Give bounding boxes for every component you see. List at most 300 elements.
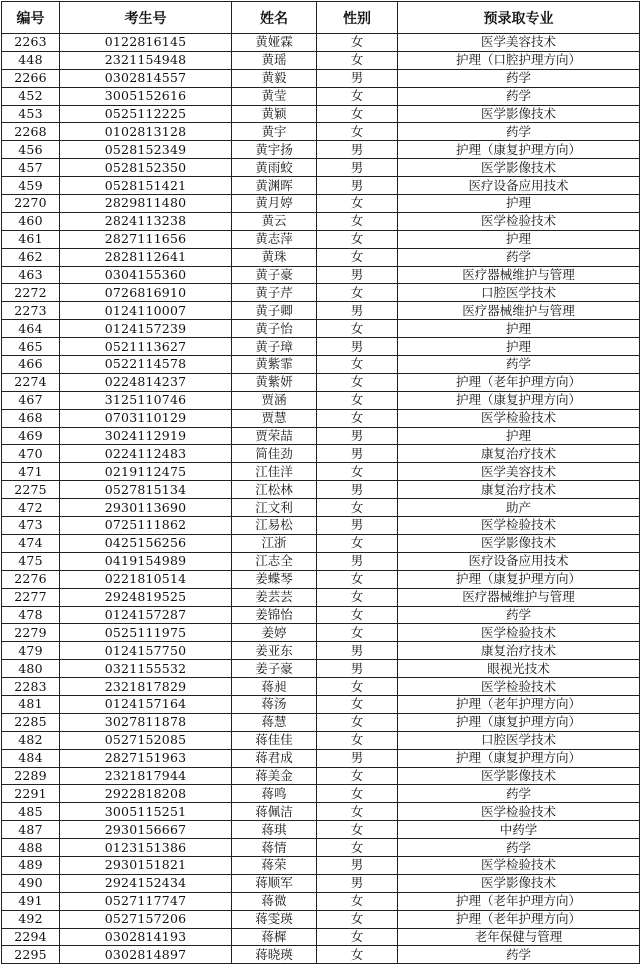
cell-major: 护理（老年护理方向） xyxy=(398,892,640,910)
cell-gender: 男 xyxy=(317,552,398,570)
cell-gender: 女 xyxy=(317,785,398,803)
table-row xyxy=(2,910,640,928)
cell-id: 448 xyxy=(2,51,60,69)
cell-exam-number: 2922818208 xyxy=(60,785,232,803)
col-header-exam-number: 考生号 xyxy=(60,2,232,34)
cell-major: 医学影像技术 xyxy=(398,874,640,892)
cell-name: 江浙 xyxy=(232,534,317,552)
table-row xyxy=(2,34,640,52)
table-row xyxy=(2,391,640,409)
table-row xyxy=(2,481,640,499)
cell-exam-number: 0124157750 xyxy=(60,642,232,660)
cell-major: 医学检验技术 xyxy=(398,624,640,642)
cell-name: 黄子卿 xyxy=(232,302,317,320)
cell-exam-number: 2827111656 xyxy=(60,230,232,248)
table-row xyxy=(2,230,640,248)
col-header-name: 姓名 xyxy=(232,2,317,34)
cell-exam-number: 2924152434 xyxy=(60,874,232,892)
cell-major: 护理（老年护理方向） xyxy=(398,373,640,391)
cell-gender: 女 xyxy=(317,695,398,713)
col-header-gender: 性别 xyxy=(317,2,398,34)
table-row xyxy=(2,606,640,624)
cell-id: 2274 xyxy=(2,373,60,391)
cell-id: 489 xyxy=(2,856,60,874)
table-row xyxy=(2,463,640,481)
cell-name: 黄紫霏 xyxy=(232,356,317,374)
cell-major: 护理（康复护理方向） xyxy=(398,141,640,159)
cell-exam-number: 0304155360 xyxy=(60,266,232,284)
table-row xyxy=(2,69,640,87)
cell-exam-number: 0525111975 xyxy=(60,624,232,642)
cell-id: 492 xyxy=(2,910,60,928)
table-row xyxy=(2,177,640,195)
cell-id: 456 xyxy=(2,141,60,159)
table-body xyxy=(2,34,640,964)
cell-major: 医学美容技术 xyxy=(398,34,640,52)
table-row xyxy=(2,427,640,445)
cell-exam-number: 0124157239 xyxy=(60,320,232,338)
cell-exam-number: 0123151386 xyxy=(60,839,232,857)
cell-name: 蒋佳佳 xyxy=(232,731,317,749)
cell-name: 蒋慧 xyxy=(232,713,317,731)
cell-id: 2279 xyxy=(2,624,60,642)
cell-gender: 女 xyxy=(317,767,398,785)
cell-id: 470 xyxy=(2,445,60,463)
table-row xyxy=(2,105,640,123)
table-row xyxy=(2,839,640,857)
cell-name: 江志全 xyxy=(232,552,317,570)
cell-major: 护理（康复护理方向） xyxy=(398,391,640,409)
cell-exam-number: 2827151963 xyxy=(60,749,232,767)
cell-name: 蒋汤 xyxy=(232,695,317,713)
cell-name: 黄雨蛟 xyxy=(232,159,317,177)
cell-id: 457 xyxy=(2,159,60,177)
table-row xyxy=(2,445,640,463)
cell-gender: 女 xyxy=(317,123,398,141)
cell-name: 姜蝶琴 xyxy=(232,570,317,588)
table-row xyxy=(2,534,640,552)
table-row xyxy=(2,767,640,785)
cell-exam-number: 2829811480 xyxy=(60,195,232,213)
cell-exam-number: 0302814193 xyxy=(60,928,232,946)
cell-gender: 男 xyxy=(317,856,398,874)
table-row xyxy=(2,713,640,731)
cell-exam-number: 3005115251 xyxy=(60,803,232,821)
cell-id: 2270 xyxy=(2,195,60,213)
cell-name: 江文利 xyxy=(232,499,317,517)
cell-gender: 男 xyxy=(317,141,398,159)
cell-major: 医疗设备应用技术 xyxy=(398,177,640,195)
table-row xyxy=(2,302,640,320)
cell-name: 蒋微 xyxy=(232,892,317,910)
cell-gender: 女 xyxy=(317,248,398,266)
cell-exam-number: 0726816910 xyxy=(60,284,232,302)
cell-id: 473 xyxy=(2,517,60,535)
cell-major: 医学美容技术 xyxy=(398,463,640,481)
cell-exam-number: 0219112475 xyxy=(60,463,232,481)
cell-gender: 女 xyxy=(317,570,398,588)
table-row xyxy=(2,141,640,159)
cell-exam-number: 0302814557 xyxy=(60,69,232,87)
cell-id: 460 xyxy=(2,212,60,230)
cell-exam-number: 0419154989 xyxy=(60,552,232,570)
cell-id: 468 xyxy=(2,409,60,427)
cell-name: 蒋鸣 xyxy=(232,785,317,803)
cell-gender: 女 xyxy=(317,320,398,338)
cell-major: 医学影像技术 xyxy=(398,105,640,123)
cell-name: 江易松 xyxy=(232,517,317,535)
cell-id: 481 xyxy=(2,695,60,713)
table-row xyxy=(2,821,640,839)
cell-gender: 女 xyxy=(317,463,398,481)
cell-major: 医学影像技术 xyxy=(398,159,640,177)
cell-id: 474 xyxy=(2,534,60,552)
cell-major: 医疗器械维护与管理 xyxy=(398,588,640,606)
cell-id: 490 xyxy=(2,874,60,892)
table-row xyxy=(2,946,640,964)
cell-major: 药学 xyxy=(398,248,640,266)
table-row xyxy=(2,320,640,338)
cell-exam-number: 2924819525 xyxy=(60,588,232,606)
cell-gender: 女 xyxy=(317,212,398,230)
cell-id: 2277 xyxy=(2,588,60,606)
table-row xyxy=(2,123,640,141)
table-row xyxy=(2,749,640,767)
cell-name: 简佳劲 xyxy=(232,445,317,463)
cell-gender: 女 xyxy=(317,87,398,105)
cell-name: 贾慧 xyxy=(232,409,317,427)
table-row xyxy=(2,785,640,803)
cell-gender: 女 xyxy=(317,51,398,69)
cell-gender: 男 xyxy=(317,749,398,767)
cell-gender: 男 xyxy=(317,159,398,177)
table-row xyxy=(2,499,640,517)
cell-name: 黄子璋 xyxy=(232,338,317,356)
cell-major: 医学检验技术 xyxy=(398,678,640,696)
cell-gender: 女 xyxy=(317,731,398,749)
cell-exam-number: 0221810514 xyxy=(60,570,232,588)
cell-major: 康复治疗技术 xyxy=(398,481,640,499)
cell-name: 蒋美金 xyxy=(232,767,317,785)
cell-exam-number: 0302814897 xyxy=(60,946,232,964)
cell-exam-number: 2824113238 xyxy=(60,212,232,230)
cell-name: 黄紫妍 xyxy=(232,373,317,391)
cell-name: 江佳洋 xyxy=(232,463,317,481)
cell-gender: 女 xyxy=(317,391,398,409)
cell-exam-number: 2930156667 xyxy=(60,821,232,839)
cell-major: 口腔医学技术 xyxy=(398,284,640,302)
cell-gender: 女 xyxy=(317,373,398,391)
cell-gender: 男 xyxy=(317,445,398,463)
cell-gender: 男 xyxy=(317,874,398,892)
cell-exam-number: 2321817944 xyxy=(60,767,232,785)
cell-gender: 女 xyxy=(317,534,398,552)
cell-major: 护理（康复护理方向） xyxy=(398,713,640,731)
cell-gender: 女 xyxy=(317,284,398,302)
cell-gender: 女 xyxy=(317,803,398,821)
cell-exam-number: 0522114578 xyxy=(60,356,232,374)
cell-exam-number: 3024112919 xyxy=(60,427,232,445)
table-row xyxy=(2,642,640,660)
table-row xyxy=(2,678,640,696)
cell-exam-number: 0124157164 xyxy=(60,695,232,713)
cell-id: 452 xyxy=(2,87,60,105)
cell-name: 蒋樨 xyxy=(232,928,317,946)
cell-name: 黄子豪 xyxy=(232,266,317,284)
cell-exam-number: 2930113690 xyxy=(60,499,232,517)
cell-id: 2276 xyxy=(2,570,60,588)
cell-name: 蒋佩洁 xyxy=(232,803,317,821)
cell-id: 482 xyxy=(2,731,60,749)
cell-major: 康复治疗技术 xyxy=(398,642,640,660)
cell-gender: 男 xyxy=(317,266,398,284)
cell-id: 467 xyxy=(2,391,60,409)
cell-id: 479 xyxy=(2,642,60,660)
cell-gender: 女 xyxy=(317,678,398,696)
cell-exam-number: 0425156256 xyxy=(60,534,232,552)
cell-exam-number: 0527117747 xyxy=(60,892,232,910)
table-row xyxy=(2,373,640,391)
cell-exam-number: 0321155532 xyxy=(60,660,232,678)
table-row xyxy=(2,195,640,213)
admission-table xyxy=(1,1,640,964)
cell-name: 姜婷 xyxy=(232,624,317,642)
cell-gender: 男 xyxy=(317,427,398,445)
cell-major: 医疗设备应用技术 xyxy=(398,552,640,570)
cell-id: 2283 xyxy=(2,678,60,696)
cell-name: 姜芸芸 xyxy=(232,588,317,606)
cell-name: 黄珠 xyxy=(232,248,317,266)
cell-id: 475 xyxy=(2,552,60,570)
table-row xyxy=(2,588,640,606)
cell-major: 药学 xyxy=(398,606,640,624)
cell-major: 护理（康复护理方向） xyxy=(398,749,640,767)
table-row xyxy=(2,624,640,642)
cell-major: 医学检验技术 xyxy=(398,212,640,230)
cell-exam-number: 2321817829 xyxy=(60,678,232,696)
table-row xyxy=(2,731,640,749)
cell-gender: 女 xyxy=(317,892,398,910)
cell-major: 老年保健与管理 xyxy=(398,928,640,946)
cell-gender: 女 xyxy=(317,105,398,123)
cell-gender: 女 xyxy=(317,606,398,624)
cell-exam-number: 0527815134 xyxy=(60,481,232,499)
cell-exam-number: 0521113627 xyxy=(60,338,232,356)
cell-gender: 女 xyxy=(317,821,398,839)
cell-gender: 女 xyxy=(317,839,398,857)
cell-major: 药学 xyxy=(398,69,640,87)
cell-id: 465 xyxy=(2,338,60,356)
cell-name: 黄志萍 xyxy=(232,230,317,248)
cell-exam-number: 0527157206 xyxy=(60,910,232,928)
cell-major: 药学 xyxy=(398,785,640,803)
cell-major: 医学检验技术 xyxy=(398,803,640,821)
cell-major: 口腔医学技术 xyxy=(398,731,640,749)
cell-id: 459 xyxy=(2,177,60,195)
table-row xyxy=(2,570,640,588)
cell-gender: 男 xyxy=(317,69,398,87)
cell-id: 2295 xyxy=(2,946,60,964)
cell-exam-number: 0102813128 xyxy=(60,123,232,141)
cell-gender: 男 xyxy=(317,517,398,535)
cell-exam-number: 0224814237 xyxy=(60,373,232,391)
cell-major: 药学 xyxy=(398,946,640,964)
cell-name: 蒋雯瑛 xyxy=(232,910,317,928)
table-row xyxy=(2,338,640,356)
cell-name: 黄毅 xyxy=(232,69,317,87)
cell-exam-number: 3027811878 xyxy=(60,713,232,731)
cell-major: 护理 xyxy=(398,195,640,213)
cell-exam-number: 3125110746 xyxy=(60,391,232,409)
cell-exam-number: 0528152350 xyxy=(60,159,232,177)
cell-gender: 女 xyxy=(317,499,398,517)
cell-exam-number: 2321154948 xyxy=(60,51,232,69)
cell-exam-number: 0703110129 xyxy=(60,409,232,427)
cell-major: 药学 xyxy=(398,839,640,857)
cell-exam-number: 0224112483 xyxy=(60,445,232,463)
cell-id: 471 xyxy=(2,463,60,481)
cell-id: 463 xyxy=(2,266,60,284)
cell-major: 医疗器械维护与管理 xyxy=(398,266,640,284)
cell-id: 485 xyxy=(2,803,60,821)
cell-exam-number: 3005152616 xyxy=(60,87,232,105)
cell-name: 黄宇 xyxy=(232,123,317,141)
table-row xyxy=(2,552,640,570)
cell-gender: 女 xyxy=(317,356,398,374)
cell-exam-number: 0124110007 xyxy=(60,302,232,320)
cell-name: 黄子怡 xyxy=(232,320,317,338)
cell-major: 医学检验技术 xyxy=(398,409,640,427)
cell-name: 黄子芹 xyxy=(232,284,317,302)
cell-name: 黄云 xyxy=(232,212,317,230)
table-row xyxy=(2,356,640,374)
cell-name: 贾荣喆 xyxy=(232,427,317,445)
cell-id: 2289 xyxy=(2,767,60,785)
cell-id: 478 xyxy=(2,606,60,624)
cell-gender: 女 xyxy=(317,195,398,213)
table-row xyxy=(2,266,640,284)
table-row xyxy=(2,159,640,177)
table-row xyxy=(2,892,640,910)
cell-exam-number: 0528152349 xyxy=(60,141,232,159)
cell-major: 药学 xyxy=(398,123,640,141)
cell-major: 护理（老年护理方向） xyxy=(398,910,640,928)
cell-id: 2272 xyxy=(2,284,60,302)
cell-gender: 女 xyxy=(317,910,398,928)
cell-id: 2275 xyxy=(2,481,60,499)
cell-id: 2273 xyxy=(2,302,60,320)
cell-major: 医学影像技术 xyxy=(398,767,640,785)
cell-exam-number: 0725111862 xyxy=(60,517,232,535)
table-row xyxy=(2,212,640,230)
cell-major: 医学检验技术 xyxy=(398,856,640,874)
cell-id: 480 xyxy=(2,660,60,678)
cell-major: 护理 xyxy=(398,320,640,338)
cell-name: 蒋荣 xyxy=(232,856,317,874)
cell-name: 姜子豪 xyxy=(232,660,317,678)
cell-name: 贾涵 xyxy=(232,391,317,409)
cell-major: 医学检验技术 xyxy=(398,517,640,535)
table-row xyxy=(2,874,640,892)
cell-name: 黄宇扬 xyxy=(232,141,317,159)
cell-exam-number: 0124157287 xyxy=(60,606,232,624)
table-row xyxy=(2,660,640,678)
cell-exam-number: 0527152085 xyxy=(60,731,232,749)
cell-exam-number: 2930151821 xyxy=(60,856,232,874)
cell-gender: 男 xyxy=(317,642,398,660)
cell-id: 487 xyxy=(2,821,60,839)
table-row xyxy=(2,928,640,946)
cell-id: 469 xyxy=(2,427,60,445)
table-row xyxy=(2,803,640,821)
cell-name: 蒋君成 xyxy=(232,749,317,767)
cell-gender: 女 xyxy=(317,713,398,731)
table-row xyxy=(2,856,640,874)
cell-name: 黄渊晖 xyxy=(232,177,317,195)
cell-gender: 女 xyxy=(317,946,398,964)
cell-id: 2268 xyxy=(2,123,60,141)
cell-name: 蒋顺军 xyxy=(232,874,317,892)
table-row xyxy=(2,517,640,535)
cell-major: 护理（康复护理方向） xyxy=(398,570,640,588)
cell-id: 2294 xyxy=(2,928,60,946)
table-header xyxy=(2,2,640,34)
cell-major: 医学影像技术 xyxy=(398,534,640,552)
table-row xyxy=(2,409,640,427)
col-header-major: 预录取专业 xyxy=(398,2,640,34)
cell-gender: 女 xyxy=(317,230,398,248)
cell-gender: 男 xyxy=(317,302,398,320)
cell-id: 462 xyxy=(2,248,60,266)
cell-id: 2266 xyxy=(2,69,60,87)
table-row xyxy=(2,284,640,302)
cell-gender: 女 xyxy=(317,409,398,427)
cell-gender: 男 xyxy=(317,338,398,356)
cell-name: 蒋琪 xyxy=(232,821,317,839)
cell-name: 黄瑶 xyxy=(232,51,317,69)
cell-name: 蒋情 xyxy=(232,839,317,857)
cell-name: 黄娅霖 xyxy=(232,34,317,52)
cell-exam-number: 0525112225 xyxy=(60,105,232,123)
cell-exam-number: 0528151421 xyxy=(60,177,232,195)
cell-major: 眼视光技术 xyxy=(398,660,640,678)
cell-name: 姜亚东 xyxy=(232,642,317,660)
col-header-id: 编号 xyxy=(2,2,60,34)
cell-major: 护理（老年护理方向） xyxy=(398,695,640,713)
cell-major: 医疗器械维护与管理 xyxy=(398,302,640,320)
table-row xyxy=(2,695,640,713)
table-row xyxy=(2,248,640,266)
cell-id: 461 xyxy=(2,230,60,248)
header-row xyxy=(2,2,640,34)
cell-gender: 女 xyxy=(317,588,398,606)
cell-id: 464 xyxy=(2,320,60,338)
cell-major: 康复治疗技术 xyxy=(398,445,640,463)
cell-id: 2263 xyxy=(2,34,60,52)
cell-major: 助产 xyxy=(398,499,640,517)
cell-major: 护理 xyxy=(398,427,640,445)
cell-major: 中药学 xyxy=(398,821,640,839)
cell-id: 472 xyxy=(2,499,60,517)
cell-id: 488 xyxy=(2,839,60,857)
cell-name: 蒋晓瑛 xyxy=(232,946,317,964)
cell-major: 药学 xyxy=(398,87,640,105)
cell-name: 蒋昶 xyxy=(232,678,317,696)
cell-name: 黄月婷 xyxy=(232,195,317,213)
cell-gender: 女 xyxy=(317,34,398,52)
cell-name: 黄莹 xyxy=(232,87,317,105)
cell-name: 黄颖 xyxy=(232,105,317,123)
